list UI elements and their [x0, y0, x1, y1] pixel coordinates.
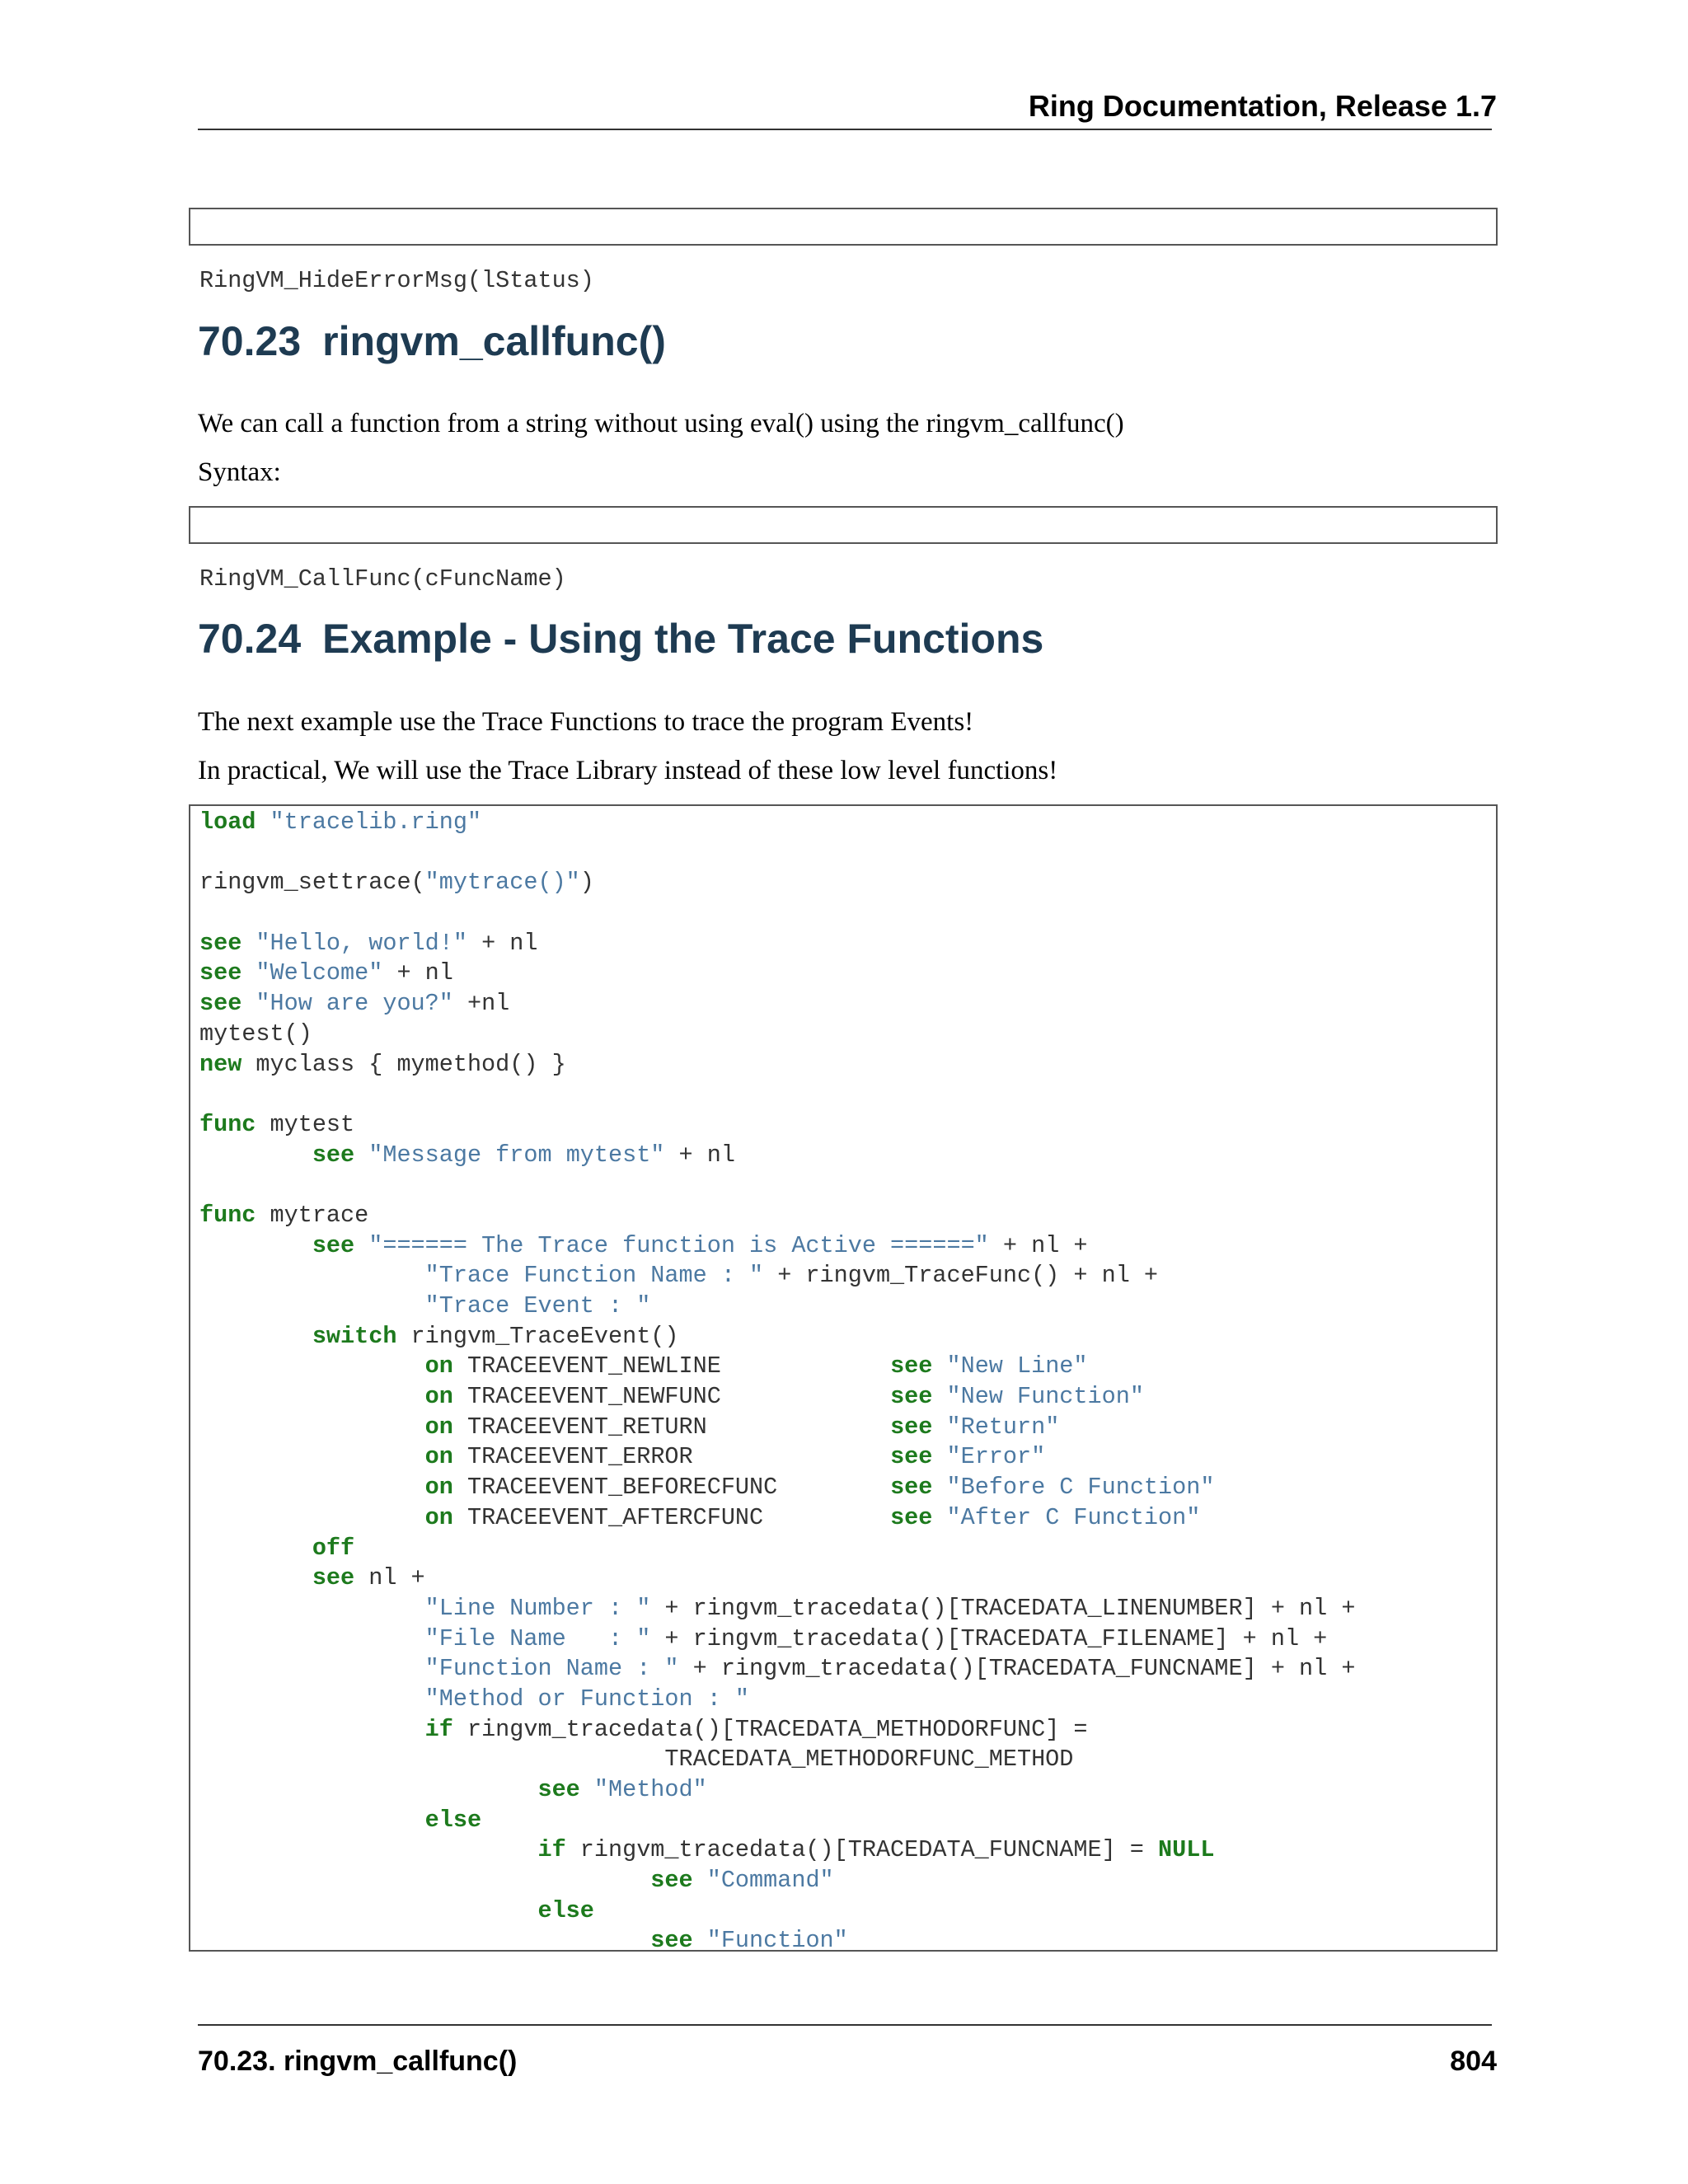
code-text: [199, 1141, 312, 1169]
code-text: [932, 1474, 946, 1501]
code-line: [199, 1382, 1496, 1413]
code-string: "mytrace()": [424, 869, 580, 897]
code-keyword: see: [890, 1503, 933, 1531]
code-text: [199, 1836, 537, 1863]
code-keyword: if: [424, 1715, 453, 1743]
section-number: 70.24: [198, 616, 302, 662]
code-block-hide-error: [189, 208, 1498, 294]
code-string: "Function": [706, 1927, 848, 1955]
code-text: [932, 1443, 946, 1470]
code-string: "Command": [706, 1867, 834, 1895]
code-string: "Message from mytest": [368, 1141, 665, 1169]
header-rule: [198, 129, 1492, 130]
code-text: [199, 1413, 425, 1441]
code-keyword: see: [199, 929, 242, 957]
code-line: [199, 1291, 1496, 1322]
code-line: [199, 929, 1496, 959]
code-string: "tracelib.ring": [270, 808, 482, 836]
code-string: "Error": [946, 1443, 1046, 1471]
code-keyword: new: [199, 1050, 242, 1078]
code-string: "Trace Function Name : ": [424, 1262, 764, 1290]
code-keyword: on: [424, 1503, 453, 1531]
code-text: [199, 1535, 312, 1562]
code-line: [199, 838, 1496, 869]
code-text: [241, 930, 256, 957]
code-text: [199, 1625, 425, 1652]
code-text: [932, 1352, 946, 1380]
code-line: [199, 1594, 1496, 1624]
code-line: [199, 1019, 1496, 1050]
page-number: 804: [1450, 2046, 1497, 2077]
code-string: "Hello, world!": [256, 929, 467, 957]
footer-section-title: 70.23. ringvm_callfunc(): [198, 2046, 518, 2077]
code-text: [241, 959, 256, 987]
code-line: [199, 868, 1496, 898]
section-title: ringvm_callfunc(): [322, 318, 666, 364]
code-string: "Return": [946, 1413, 1060, 1441]
code-string: "Trace Event : ": [424, 1292, 651, 1319]
code-text: [199, 1262, 425, 1289]
code-line: [199, 1624, 1496, 1655]
code-line: [199, 1806, 1496, 1836]
footer-rule: [198, 2024, 1492, 2026]
code-text: [693, 1867, 707, 1894]
code-block-callfunc-syntax: [189, 506, 1498, 593]
code-string: "====== The Trace function is Active ======": [368, 1231, 989, 1259]
code-text: ringvm_settrace(: [199, 869, 425, 897]
code-line: [199, 1141, 1496, 1171]
code-text: [199, 1292, 425, 1319]
code-keyword: load: [199, 808, 256, 836]
code-string: "Before C Function": [946, 1474, 1215, 1502]
code-text: [241, 990, 256, 1017]
code-text: [199, 1897, 537, 1924]
code-text: mytrace: [256, 1201, 369, 1229]
code-keyword: see: [650, 1867, 693, 1895]
code-string: "File Name : ": [424, 1624, 651, 1652]
code-text: TRACEDATA_METHODORFUNC_METHOD: [199, 1746, 1074, 1774]
code-text: [932, 1383, 946, 1410]
code-text: + nl: [467, 929, 538, 957]
code-text: [199, 1716, 425, 1743]
code-line: [199, 1835, 1496, 1866]
code-text: TRACEEVENT_BEFORECFUNC: [452, 1474, 891, 1502]
code-text: TRACEEVENT_ERROR: [452, 1443, 891, 1471]
code-text: [199, 1927, 650, 1954]
code-line: [199, 1685, 1496, 1715]
code-line: [199, 1926, 1496, 1957]
code-text: [580, 1776, 594, 1803]
code-string: "After C Function": [946, 1503, 1201, 1531]
code-text: TRACEEVENT_NEWFUNC: [452, 1383, 891, 1411]
paragraph-trace-library-note: In practical, We will use the Trace Library instead of these low level functions!: [198, 756, 1058, 785]
code-line: [199, 1775, 1496, 1806]
code-text: + ringvm_tracedata()[TRACEDATA_FILENAME] + nl +: [650, 1624, 1328, 1652]
code-string: "New Line": [946, 1352, 1088, 1380]
code-text: ringvm_TraceEvent(): [396, 1322, 679, 1350]
code-text: + ringvm_tracedata()[TRACEDATA_LINENUMBER] + nl +: [650, 1594, 1356, 1622]
code-keyword: see: [199, 990, 242, 1018]
code-text: [199, 1352, 425, 1380]
code-line: [199, 1080, 1496, 1110]
code-keyword: on: [424, 1413, 453, 1441]
code-text: [354, 1232, 368, 1259]
code-text: [199, 1655, 425, 1682]
code-text: mytest: [256, 1110, 355, 1138]
code-block-trace-example: [189, 804, 1498, 1955]
running-header: Ring Documentation, Release 1.7: [1028, 89, 1497, 123]
code-line: [199, 1050, 1496, 1080]
code-text: [199, 1685, 425, 1713]
code-text: [199, 1232, 312, 1259]
code-text: [199, 1443, 425, 1470]
code-keyword: switch: [312, 1322, 397, 1350]
code-line: [199, 1442, 1496, 1473]
code-line: [199, 1473, 1496, 1503]
code-keyword: func: [199, 1201, 256, 1229]
code-text: ringvm_tracedata()[TRACEDATA_METHODORFUNC] =: [452, 1715, 1088, 1743]
code-text: [256, 808, 270, 836]
code-keyword: else: [537, 1896, 594, 1924]
code-text: [199, 1807, 425, 1834]
code-line: [199, 958, 1496, 989]
code-text: [354, 1141, 368, 1169]
code-keyword: see: [650, 1927, 693, 1955]
code-keyword: see: [312, 1564, 355, 1592]
code-text: +nl: [452, 990, 510, 1018]
code-text: myclass { mymethod() }: [241, 1050, 566, 1078]
code-line: [199, 1413, 1496, 1443]
code-text: + nl +: [988, 1231, 1088, 1259]
code-text: + ringvm_tracedata()[TRACEDATA_FUNCNAME] + nl +: [678, 1655, 1356, 1683]
code-line: [199, 1261, 1496, 1291]
code-line: [199, 1170, 1496, 1201]
code-text: ringvm_tracedata()[TRACEDATA_FUNCNAME] =: [565, 1836, 1159, 1864]
code-text: [693, 1927, 707, 1954]
code-keyword: NULL: [1158, 1836, 1215, 1864]
code-keyword: see: [890, 1443, 933, 1471]
code-keyword: else: [424, 1806, 482, 1834]
code-string: "Method or Function : ": [424, 1685, 750, 1713]
code-string: "New Function": [946, 1383, 1144, 1411]
code-line: [199, 1534, 1496, 1564]
code-keyword: func: [199, 1110, 256, 1138]
code-text: mytest(): [199, 1019, 312, 1047]
code-text: [199, 1504, 425, 1531]
code-line: [199, 1322, 1496, 1352]
code-text: [199, 1323, 312, 1350]
code-keyword: see: [199, 959, 242, 987]
code-keyword: on: [424, 1474, 453, 1502]
code-text: [199, 1474, 425, 1501]
code-text: TRACEEVENT_AFTERCFUNC: [452, 1503, 891, 1531]
code-line: [199, 989, 1496, 1019]
code-keyword: on: [424, 1383, 453, 1411]
code-line: [199, 1745, 1496, 1775]
code-line: [199, 1896, 1496, 1927]
code-text: [932, 1504, 946, 1531]
code-line: [199, 1654, 1496, 1685]
code-keyword: see: [890, 1474, 933, 1502]
code-text: [932, 1413, 946, 1441]
code-text: + nl: [382, 959, 453, 987]
paragraph-callfunc-intro: We can call a function from a string without using eval() using the ringvm_callfunc(): [198, 409, 1124, 438]
code-text: [199, 1595, 425, 1622]
paragraph-syntax-label: Syntax:: [198, 457, 281, 487]
code-text: [199, 1867, 650, 1894]
code-line: [199, 808, 1496, 838]
code-keyword: see: [890, 1383, 933, 1411]
code-keyword: see: [890, 1413, 933, 1441]
code-text: ): [579, 869, 594, 897]
code-text: nl +: [354, 1564, 425, 1592]
code-text: [199, 1564, 312, 1591]
code-string: "Line Number : ": [424, 1594, 651, 1622]
code-line: RingVM_HideErrorMsg(lStatus): [199, 267, 594, 294]
code-line: [199, 1866, 1496, 1896]
paragraph-example-intro: The next example use the Trace Functions to trace the program Events!: [198, 707, 974, 737]
code-keyword: if: [537, 1836, 566, 1864]
code-string: "Welcome": [256, 959, 383, 987]
code-string: "Method": [593, 1776, 707, 1803]
section-number: 70.23: [198, 318, 302, 364]
section-title: Example - Using the Trace Functions: [322, 616, 1044, 662]
code-line: [199, 1715, 1496, 1746]
code-string: "Function Name : ": [424, 1655, 679, 1683]
code-line: [199, 898, 1496, 929]
code-text: [199, 1776, 537, 1803]
code-keyword: see: [312, 1231, 355, 1259]
code-keyword: see: [890, 1352, 933, 1380]
code-text: TRACEEVENT_NEWLINE: [452, 1352, 891, 1380]
code-line: RingVM_CallFunc(cFuncName): [199, 565, 566, 593]
code-line: [199, 1352, 1496, 1382]
code-line: [199, 1231, 1496, 1262]
code-keyword: off: [312, 1534, 355, 1562]
code-line: [199, 1503, 1496, 1534]
section-heading-70-24: [198, 616, 1044, 662]
code-text: TRACEEVENT_RETURN: [452, 1413, 891, 1441]
code-text: + nl: [664, 1141, 735, 1169]
section-heading-70-23: [198, 318, 666, 364]
code-keyword: see: [312, 1141, 355, 1169]
code-keyword: see: [537, 1776, 580, 1803]
code-line: [199, 1201, 1496, 1231]
code-line: [199, 1563, 1496, 1594]
code-text: [199, 1383, 425, 1410]
code-string: "How are you?": [256, 990, 453, 1018]
code-text: + ringvm_TraceFunc() + nl +: [763, 1262, 1159, 1290]
code-line: [199, 1110, 1496, 1141]
code-keyword: on: [424, 1352, 453, 1380]
code-keyword: on: [424, 1443, 453, 1471]
